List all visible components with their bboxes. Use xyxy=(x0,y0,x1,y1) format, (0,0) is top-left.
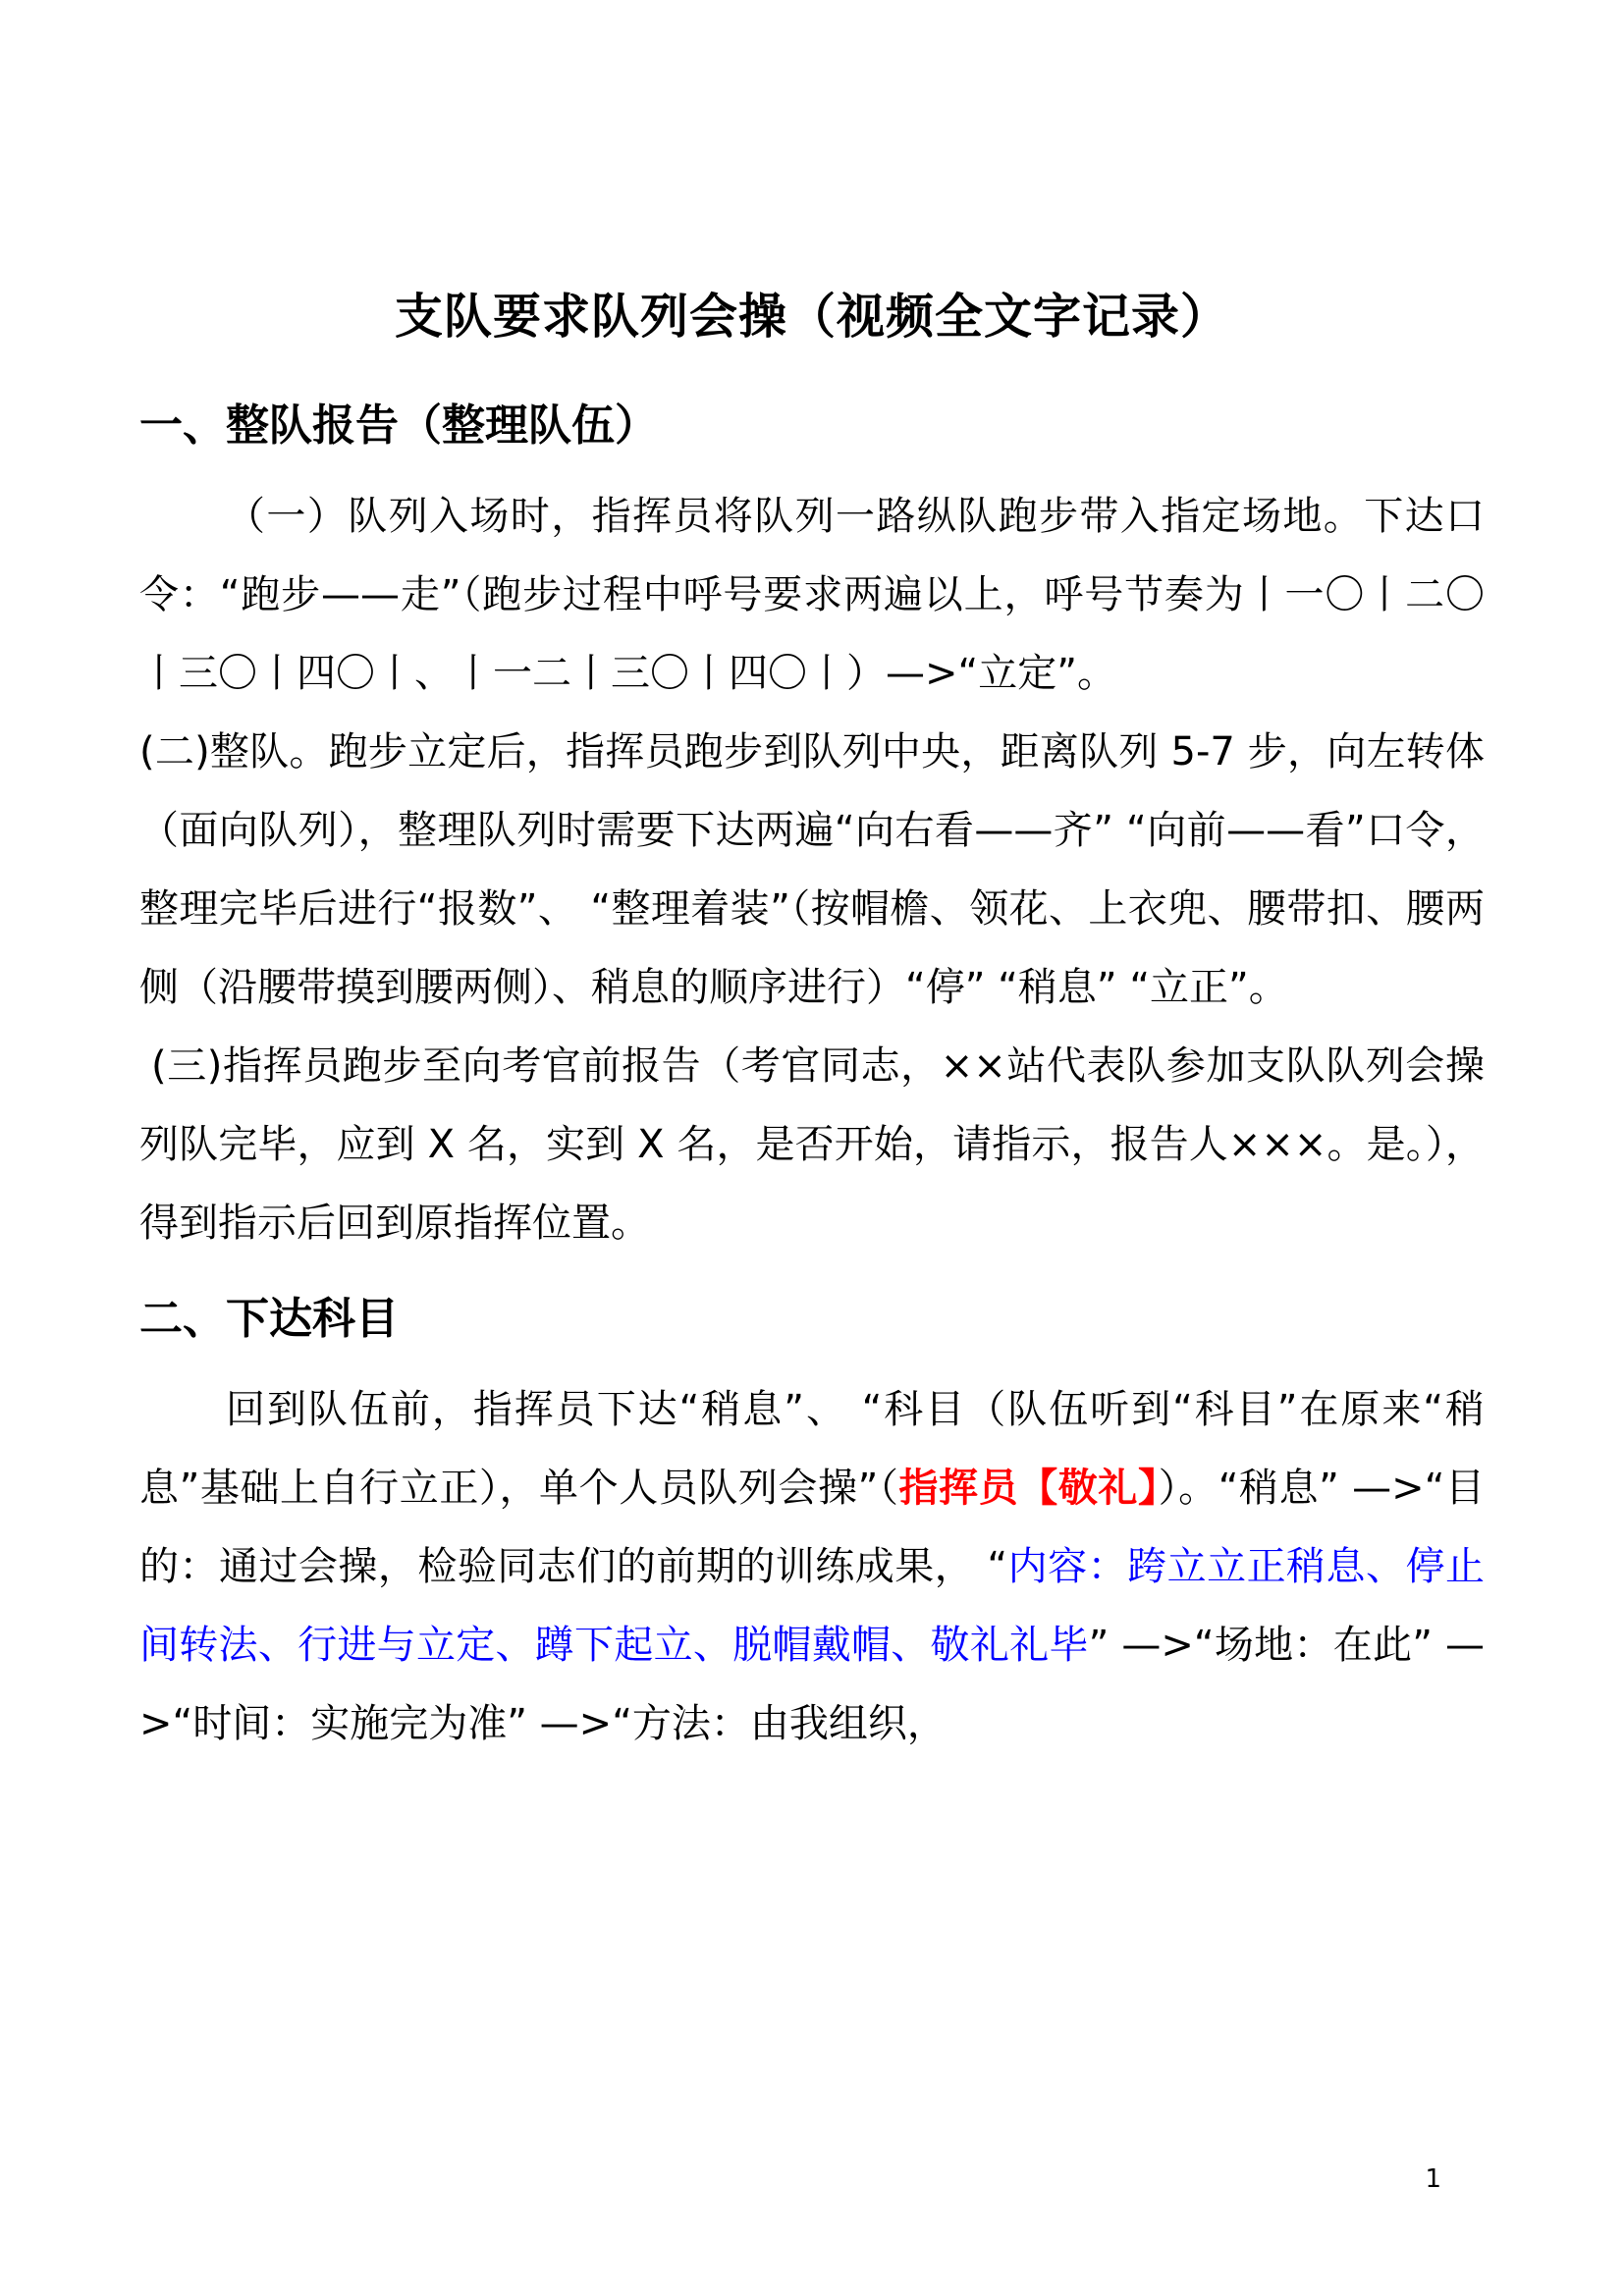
text-run: ” —>“场地：在此” —>“时间：实施完为准” —>“方法：由我组织， xyxy=(139,1623,1485,1746)
section-1-paragraph-3 xyxy=(139,1027,1485,1262)
text-run: (三)指挥员跑步至向考官前报告（考官同志，××站代表队参加支队队列会操列队完毕，应到 X 名，实到 X 名，是否开始，请指示，报告人×××。是。），得到指示后回到原指挥位置。 xyxy=(139,1043,1485,1246)
section-1-paragraph-2 xyxy=(139,713,1485,1027)
text-run-red-emphasis: 指挥员【敬礼】 xyxy=(898,1466,1159,1511)
text-run-blue-emphasis: 内容：跨立立正稍息、停止间转法、行进与立定、蹲下起立、脱帽戴帽、敬礼礼毕 xyxy=(139,1544,1486,1668)
document-title: 支队要求队列会操（视频全文字记录） xyxy=(394,289,1229,345)
text-run: （一）队列入场时，指挥员将队列一路纵队跑步带入指定场地。下达口令：“跑步——走”（跑步过程中呼号要求两遍以上，呼号节奏为丨一〇丨二〇丨三〇丨四〇丨、丨一二丨三〇丨四〇丨）—>“立定”。 xyxy=(139,494,1485,696)
text-run: ）。“稍息” —>“目的：通过会操，检验同志们的前期的训练成果， “ xyxy=(139,1466,1485,1589)
page-number: 1 xyxy=(1425,2164,1441,2194)
section-1-heading: 一、整队报告（整理队伍） xyxy=(139,400,658,451)
section-1-paragraph-1 xyxy=(139,477,1485,713)
section-2-heading: 二、下达科目 xyxy=(139,1294,399,1344)
text-run: (二)整队。跑步立定后，指挥员跑步到队列中央，距离队列 5-7 步，向左转体（面向队列），整理队列时需要下达两遍“向右看——齐” “向前——看”口令，整理完毕后进行“报数”、 “整理着装”（按帽檐、领花、上衣兜、腰带扣、腰两侧（沿腰带摸到腰两侧）、稍息的顺序进行）“停” “稍息” “立正”。 xyxy=(139,729,1485,1010)
section-2-paragraph-1 xyxy=(139,1370,1485,1763)
text-run: 回到队伍前，指挥员下达“稍息”、 “科目（队伍听到“科目”在原来“稍息”基础上自行立正），单个人员队列会操”（ xyxy=(139,1387,1485,1511)
